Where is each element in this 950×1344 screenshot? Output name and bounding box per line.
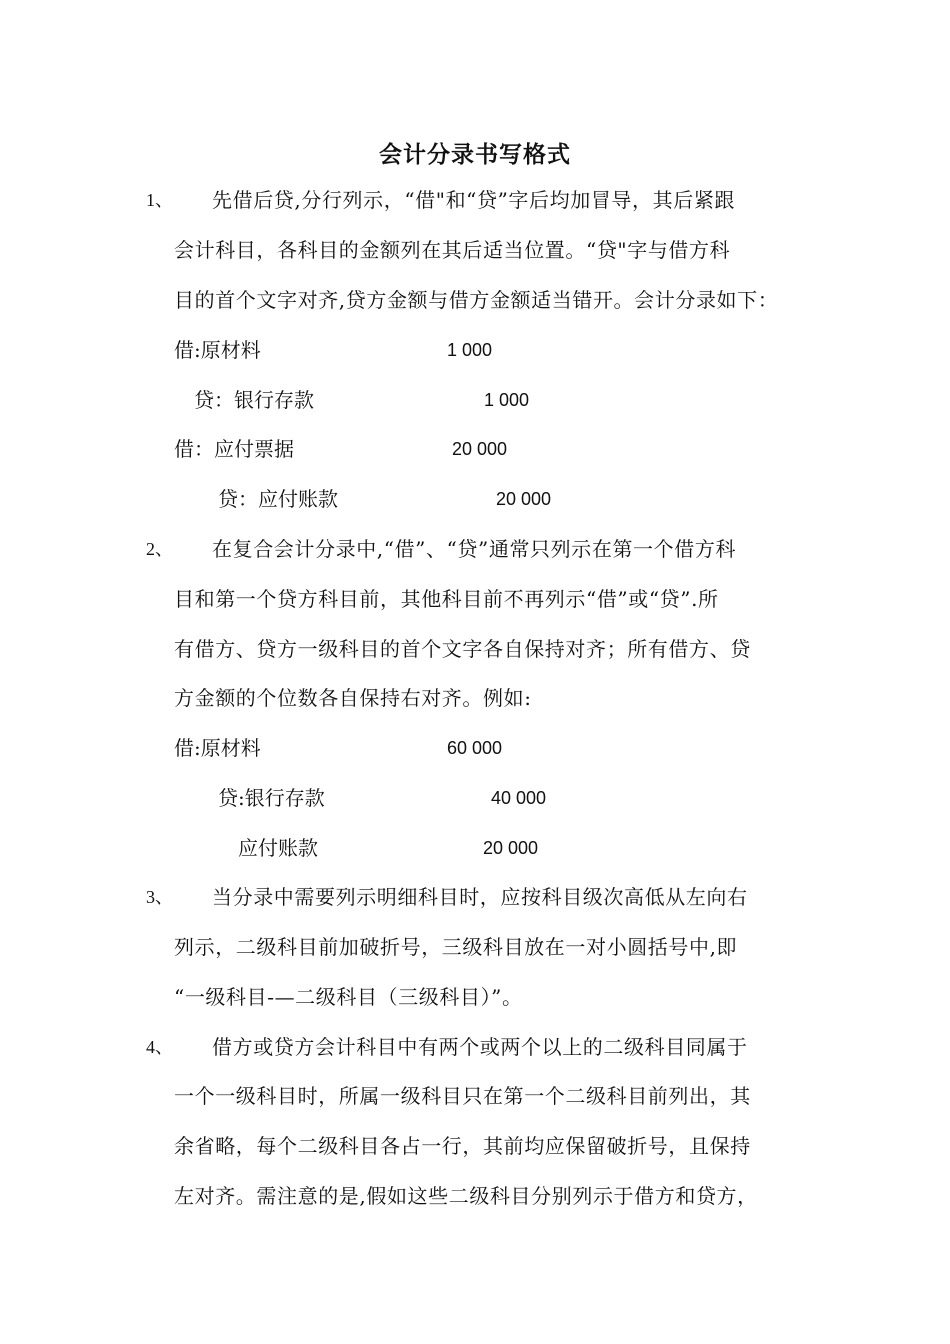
entry-debit-amount: 20 000 <box>452 439 508 459</box>
section-3-line-1: 当分录中需要列示明细科目时，应按科目级次高低从左向右 <box>212 885 748 909</box>
section-1-number: 1、 <box>146 190 173 210</box>
section-4-number: 4、 <box>146 1037 173 1057</box>
entry-credit-label: 应付账款 <box>238 836 318 860</box>
entry-credit-amount: 20 000 <box>483 838 539 858</box>
section-2-line-4: 方金额的个位数各自保持右对齐。例如: <box>174 686 532 710</box>
entry-debit-amount: 1 000 <box>447 340 493 360</box>
section-3-line-3: “一级科目-—二级科目（三级科目）”。 <box>174 985 523 1009</box>
entry-credit-amount: 20 000 <box>496 489 552 509</box>
entry-debit-label: 借:原材料 <box>174 338 261 362</box>
section-4-line-3: 余省略，每个二级科目各占一行，其前均应保留破折号，且保持 <box>174 1134 751 1158</box>
page-title: 会计分录书写格式 <box>379 141 571 168</box>
section-4-line-2: 一个一级科目时，所属一级科目只在第一个二级科目前列出，其 <box>174 1084 751 1108</box>
entry-credit-amount: 40 000 <box>491 788 547 808</box>
section-1-line-3: 目的首个文字对齐,贷方金额与借方金额适当错开。会计分录如下： <box>174 288 779 312</box>
entry-debit-label: 借:原材料 <box>174 736 261 760</box>
section-4-line-4: 左对齐。需注意的是,假如这些二级科目分别列示于借方和贷方， <box>174 1184 758 1208</box>
section-2-line-2: 目和第一个贷方科目前，其他科目前不再列示“借”或“贷”.所 <box>174 587 719 611</box>
entry-credit-label: 贷：应付账款 <box>218 487 338 511</box>
entry-credit-label: 贷:银行存款 <box>218 786 325 810</box>
section-2-number: 2、 <box>146 539 173 559</box>
section-4-line-1: 借方或贷方会计科目中有两个或两个以上的二级科目同属于 <box>212 1035 748 1059</box>
section-3-line-2: 列示，二级科目前加破折号，三级科目放在一对小圆括号中,即 <box>174 935 738 959</box>
section-1-line-2: 会计科目，各科目的金额列在其后适当位置。“贷"字与借方科 <box>174 238 731 262</box>
section-2-line-1: 在复合会计分录中,“借”、“贷”通常只列示在第一个借方科 <box>212 537 737 561</box>
section-2-line-3: 有借方、贷方一级科目的首个文字各自保持对齐；所有借方、贷 <box>174 637 751 661</box>
entry-debit-amount: 60 000 <box>447 738 503 758</box>
section-3-number: 3、 <box>146 887 173 907</box>
section-1-line-1: 先借后贷,分行列示，“借"和“贷”字后均加冒导，其后紧跟 <box>212 188 736 212</box>
entry-credit-label: 贷：银行存款 <box>194 388 314 412</box>
entry-credit-amount: 1 000 <box>484 390 530 410</box>
entry-debit-label: 借：应付票据 <box>174 437 294 461</box>
